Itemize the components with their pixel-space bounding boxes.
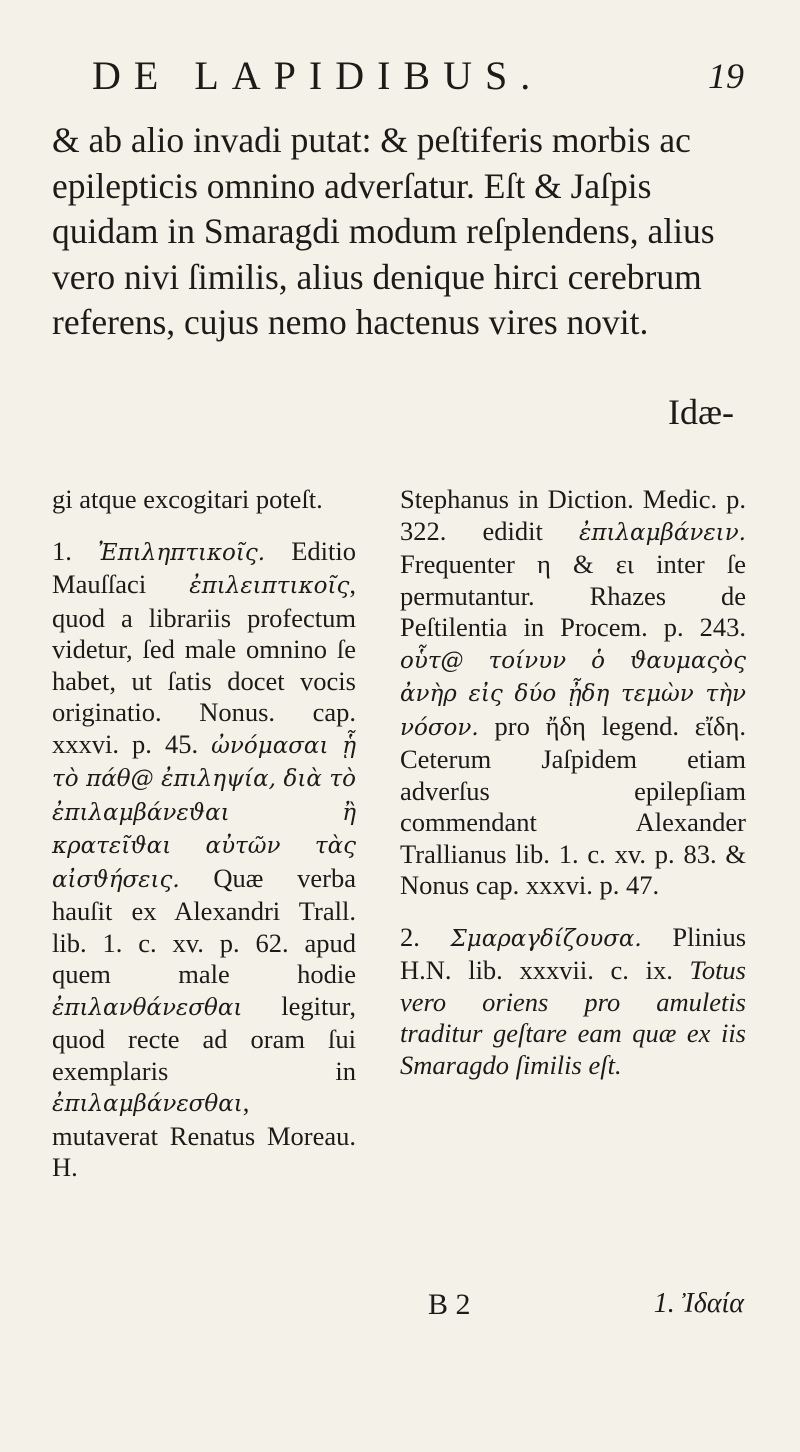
footnote-2-text: Plinius H.N. lib. xxxvii. c. ix. [400,921,747,985]
greek-quote-6: οὗτ@ τοίνυν ὁ ϑαυμαςὸς ἀνὴρ εἰς δύο ᾖδη τεμὼν τὴν νόσον. [400,647,746,741]
page-number: 19 [708,56,744,96]
page-footer [428,1288,744,1328]
footnote-1-lemma: Ἐπιληπτικοῖς. [98,539,266,566]
footnote-1-continued [400,484,746,902]
footnote-2-number: 2. [400,921,420,952]
footnote-1-cont-text-c: pro ἤδη legend. εἴδη. Ceterum Jaſpidem etiam adverſus epilepſiam commendant Alexander Trallianus lib. 1. c. xv. p. 83. & Nonus cap. xxxvi. p. 47. [400,710,746,900]
footnotes-left-column [52,484,356,1184]
footnote-1-text-b: , quod a librariis profectum videtur, ſed male omnino ſe habet, ut ſatis docet vocis originatio. Nonus. cap. xxxvi. p. 45. [52,569,356,759]
greek-quote-4: ἐπιλαμβάνεσθαι [52,1091,243,1117]
footnote-1-text-c: Quæ verba hauſit ex Alexandri Trall. lib. 1. c. xv. p. 62. apud quem male hodie [52,862,356,989]
footnote-1-number: 1. [52,535,72,566]
greek-quote-5: ἐπιλαμβάνειν. [579,519,746,546]
greek-quote-1: ἐπιλειπτικοῖς [189,573,350,599]
footnote-1-text-a: Editio Mauſſaci [52,535,357,599]
footnote-1-text-d: legitur, quod recte ad oram ſui exemplaris in [52,990,356,1086]
running-title: DE LAPIDIBUS. [92,53,544,98]
continuation-text: gi atque excogitari poteſt. [52,484,323,514]
greek-quote-3: ἐπιλανθάνεσθαι [52,994,243,1021]
catchword-top: Idæ- [668,392,734,432]
main-paragraph: & ab alio invadi putat: & peſtiferis morbis ac epilepticis omnino adverſatur. Eſt & Jaſpis quidam in Smaragdi modum reſplendens, alius vero nivi ſimilis, alius denique hirci cerebrum referens, cujus nemo hactenus vires novit. [52,120,715,342]
footnotes-right-column [400,484,746,1081]
catchword-bottom: 1. Ἰδαία [653,1288,744,1319]
page-header [92,46,744,106]
greek-quote-2: ὠνόμασαι ᾗ τὸ πάθ@ ἐπιληψία, διὰ τὸ ἐπιλαμβάνεϑαι ἢ κρατεῖϑαι αὐτῶν τὰς αἰσϑήσεις. [52,732,357,893]
footnote-2 [400,922,746,1082]
footnote-1-cont-text-a: Stephanus in Diction. Medic. p. 322. edidit [400,484,746,546]
footnote-1-text-e: , mutaverat Renatus Moreau. H. [52,1087,356,1182]
footnote-2-italic-quote: Totus vero oriens pro amuletis traditur geſtare eam quæ ex iis Smaragdo ſimilis eſt. [400,955,746,1080]
footnote-1-cont-text-b: Frequenter η & ει inter ſe permutantur. Rhazes de Peſtilentia in Procem. p. 243. [400,549,746,642]
footnote-2-lemma: Σμαραγδίζουσα. [450,925,642,952]
footnote-1 [52,536,356,1184]
signature-mark: B 2 [428,1288,471,1321]
